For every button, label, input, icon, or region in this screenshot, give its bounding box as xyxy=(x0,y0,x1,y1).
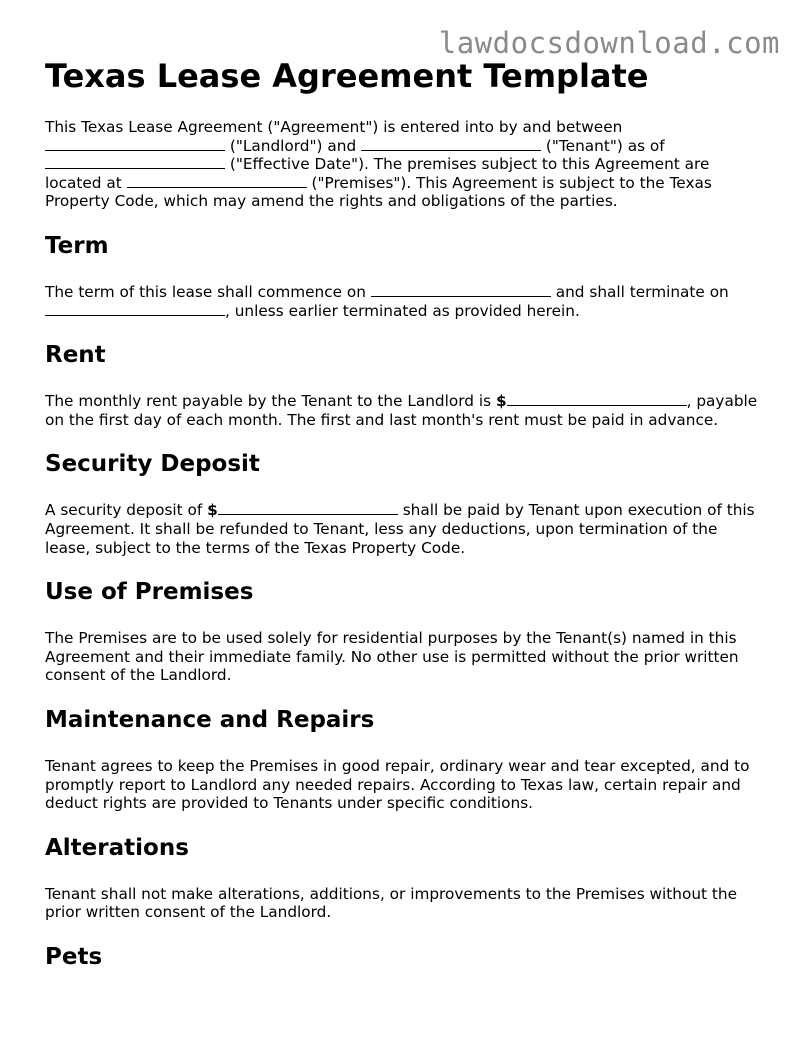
watermark: lawdocsdownload.com xyxy=(438,26,780,60)
landlord-name-blank[interactable] xyxy=(45,137,225,151)
use-of-premises-heading: Use of Premises xyxy=(45,579,254,606)
commence-date-blank[interactable] xyxy=(371,283,551,297)
rent-amount-blank[interactable] xyxy=(507,392,687,406)
effective-date-blank[interactable] xyxy=(45,155,225,169)
rent-currency: $ xyxy=(495,392,507,411)
intro-text-1: This Texas Lease Agreement ("Agreement") is entered into by and between xyxy=(45,118,623,136)
term-text-1: The term of this lease shall commence on xyxy=(45,282,366,301)
term-text-3: , unless earlier terminated as provided herein. xyxy=(225,301,580,320)
terminate-date-blank[interactable] xyxy=(45,302,225,316)
pets-section xyxy=(45,942,765,972)
rent-text-2: , payable on the first day of each month. The first and last month's rent must be paid in advance. xyxy=(45,392,758,429)
rent-paragraph xyxy=(45,392,765,429)
rent-section xyxy=(45,340,765,429)
security-deposit-heading: Security Deposit xyxy=(45,451,260,478)
intro-text-5: ("Premises"). This Agreement is subject to the Texas Property Code, which may amend the rights and obligations of the parties. xyxy=(45,173,712,211)
rent-heading: Rent xyxy=(45,342,106,369)
document-page xyxy=(45,56,765,972)
term-text-2: and shall terminate on xyxy=(555,282,729,301)
deposit-amount-blank[interactable] xyxy=(218,501,398,515)
maintenance-section xyxy=(45,705,765,813)
term-paragraph xyxy=(45,283,765,320)
maintenance-heading: Maintenance and Repairs xyxy=(45,706,375,733)
pets-heading: Pets xyxy=(45,943,103,970)
alterations-section xyxy=(45,833,765,922)
term-section xyxy=(45,231,765,320)
premises-address-blank[interactable] xyxy=(127,174,307,188)
alterations-paragraph: Tenant shall not make alterations, additions, or improvements to the Premises without the prior written consent of the Landlord. xyxy=(45,884,738,922)
page-title: Texas Lease Agreement Template xyxy=(45,57,649,95)
use-of-premises-paragraph: The Premises are to be used solely for residential purposes by the Tenant(s) named in this Agreement and their immediate family. No other use is permitted without the prior written consent of the Landlord. xyxy=(45,629,739,685)
term-heading: Term xyxy=(45,232,109,259)
alterations-heading: Alterations xyxy=(45,834,189,861)
intro-paragraph xyxy=(45,118,765,211)
deposit-text-2: shall be paid by Tenant upon execution of this Agreement. It shall be refunded to Tenant, less any deductions, upon termination of the lease, subject to the terms of the Texas Property Code. xyxy=(45,501,755,557)
rent-text-1: The monthly rent payable by the Tenant to the Landlord is xyxy=(45,392,492,411)
deposit-text-1: A security deposit of xyxy=(45,501,203,520)
intro-text-3: ("Tenant") as of xyxy=(545,136,665,155)
maintenance-paragraph: Tenant agrees to keep the Premises in good repair, ordinary wear and tear excepted, and to promptly report to Landlord any needed repairs. According to Texas law, certain repair and deduct rights are provided to Tenants under specific conditions. xyxy=(45,756,750,813)
deposit-currency: $ xyxy=(207,501,218,520)
intro-text-4: ("Effective Date"). The premises subject to this Agreement are located at xyxy=(45,155,710,192)
tenant-name-blank[interactable] xyxy=(361,137,541,151)
intro-text-2: ("Landlord") and xyxy=(229,136,357,155)
security-deposit-paragraph xyxy=(45,501,765,557)
use-of-premises-section xyxy=(45,577,765,685)
security-deposit-section xyxy=(45,449,765,557)
